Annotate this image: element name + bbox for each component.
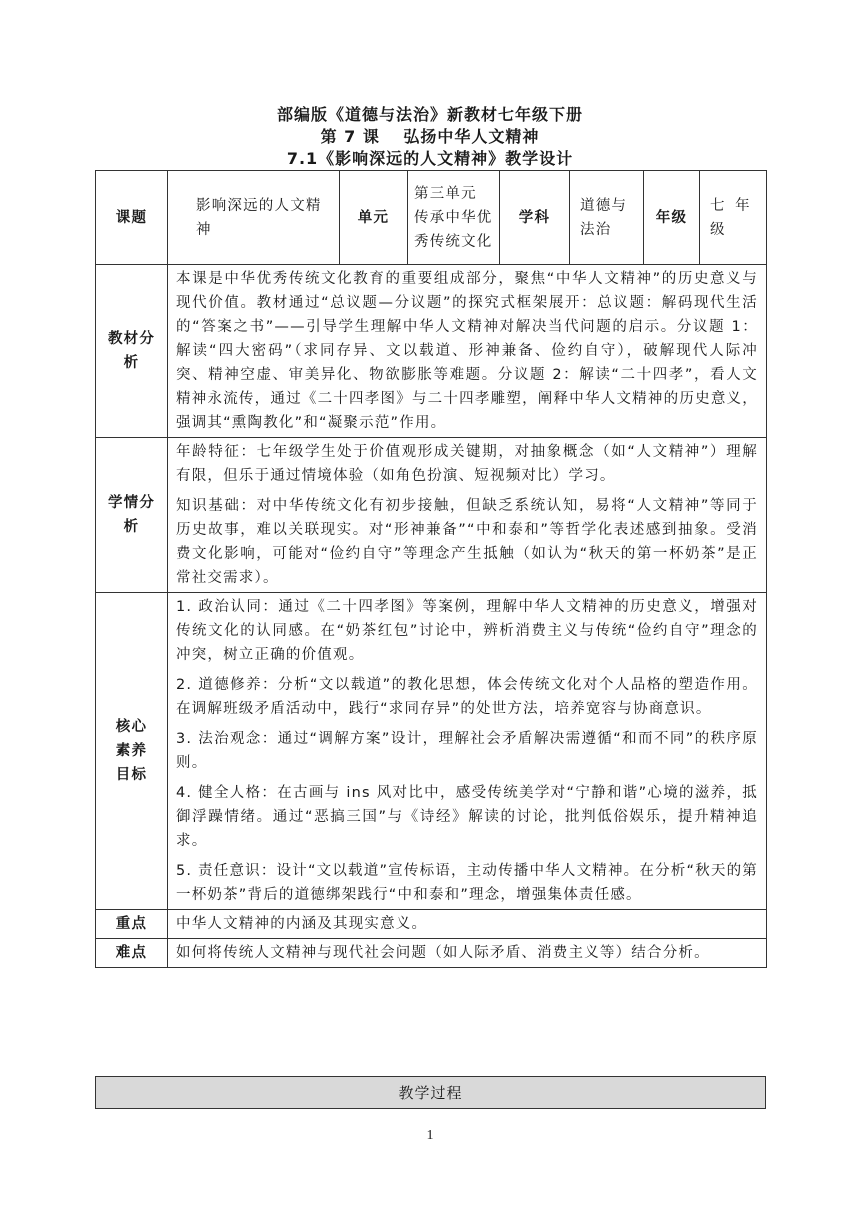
textbook-content: 本课是中华优秀传统文化教育的重要组成部分，聚焦“中华人文精神”的历史意义与现代价值。教材通过“总议题—分议题”的探究式框架展开：总议题：解码现代生活的“答案之书”——引导学生理解中华人文精神对解决当代问题的启示。分议题 1：解读“四大密码”（求同存异、文以载道、形神兼备、俭约自守），破解现代人际冲突、精神空虚、审美异化、物欲膨胀等难题。分议题 2：解读“二十四孝”，看人文精神永流传，通过《二十四孝图》与二十四孝雕塑，阐释中华人文精神的历史意义，强调其“熏陶教化”和“凝聚示范”作用。 [168, 265, 767, 438]
lesson-plan-table [95, 170, 767, 968]
unit-label: 单元 [340, 171, 408, 265]
goal-item: 4. 健全人格：在古画与 ins 风对比中，感受传统美学对“宁静和谐”心境的滋养，抵御浮躁情绪。通过“恶搞三国”与《诗经》解读的讨论，批判低俗娱乐，提升精神追求。 [176, 785, 758, 849]
key-point-row [96, 910, 767, 939]
textbook-row [96, 265, 767, 438]
difficulty-label: 难点 [96, 939, 168, 968]
difficulty-content: 如何将传统人文精神与现代社会问题（如人际矛盾、消费主义等）结合分析。 [168, 939, 767, 968]
key-point-content: 中华人文精神的内涵及其现实意义。 [168, 910, 767, 939]
students-row [96, 438, 767, 593]
title-line-2: 第 7 课 弘扬中华人文精神 [320, 127, 540, 146]
subject-value: 道德与法治 [570, 171, 644, 265]
goals-row [96, 593, 767, 910]
textbook-label: 教材分析 [96, 265, 168, 438]
title-line-1: 部编版《道德与法治》新教材七年级下册 [276, 105, 583, 124]
info-row [96, 171, 767, 265]
subject-label: 学科 [500, 171, 570, 265]
title-line-3: 7.1《影响深远的人文精神》教学设计 [286, 149, 574, 168]
course-label: 课题 [96, 171, 168, 265]
document-title [0, 104, 860, 170]
goal-item: 1. 政治认同：通过《二十四孝图》等案例，理解中华人文精神的历史意义，增强对传统文化的认同感。在“奶茶红包”讨论中，辨析消费主义与传统“俭约自守”理念的冲突，树立正确的价值观。 [176, 599, 758, 663]
students-knowledge-paragraph: 知识基础：对中华传统文化有初步接触，但缺乏系统认知，易将“人文精神”等同于历史故事，难以关联现实。对“形神兼备”“中和泰和”等哲学化表述感到抽象。受消费文化影响，可能对“俭约自守”等理念产生抵触（如认为“秋天的第一杯奶茶”是正常社交需求）。 [176, 498, 758, 586]
course-value: 影响深远的人文精神 [168, 171, 340, 265]
grade-label: 年级 [644, 171, 700, 265]
teaching-process-header: 教学过程 [95, 1076, 766, 1109]
difficulty-row [96, 939, 767, 968]
students-content [168, 438, 767, 593]
page-number: 1 [426, 1128, 434, 1143]
students-age-paragraph: 年龄特征：七年级学生处于价值观形成关键期，对抽象概念（如“人文精神”）理解有限，但乐于通过情境体验（如角色扮演、短视频对比）学习。 [176, 444, 758, 484]
goal-item: 5. 责任意识：设计“文以载道”宣传标语，主动传播中华人文精神。在分析“秋天的第一杯奶茶”背后的道德绑架践行“中和泰和”理念，增强集体责任感。 [176, 863, 758, 903]
students-label: 学情分析 [96, 438, 168, 593]
goal-item: 3. 法治观念：通过“调解方案”设计，理解社会矛盾解决需遵循“和而不同”的秩序原则。 [176, 731, 758, 771]
key-point-label: 重点 [96, 910, 168, 939]
goals-content [168, 593, 767, 910]
goals-label: 核心素养目标 [96, 593, 168, 910]
grade-value: 七 年级 [700, 171, 767, 265]
unit-value: 第三单元 传承中华优秀传统文化 [408, 171, 500, 265]
goal-item: 2. 道德修养：分析“文以载道”的教化思想，体会传统文化对个人品格的塑造作用。在调解班级矛盾活动中，践行“求同存异”的处世方法，培养宽容与协商意识。 [176, 677, 758, 717]
